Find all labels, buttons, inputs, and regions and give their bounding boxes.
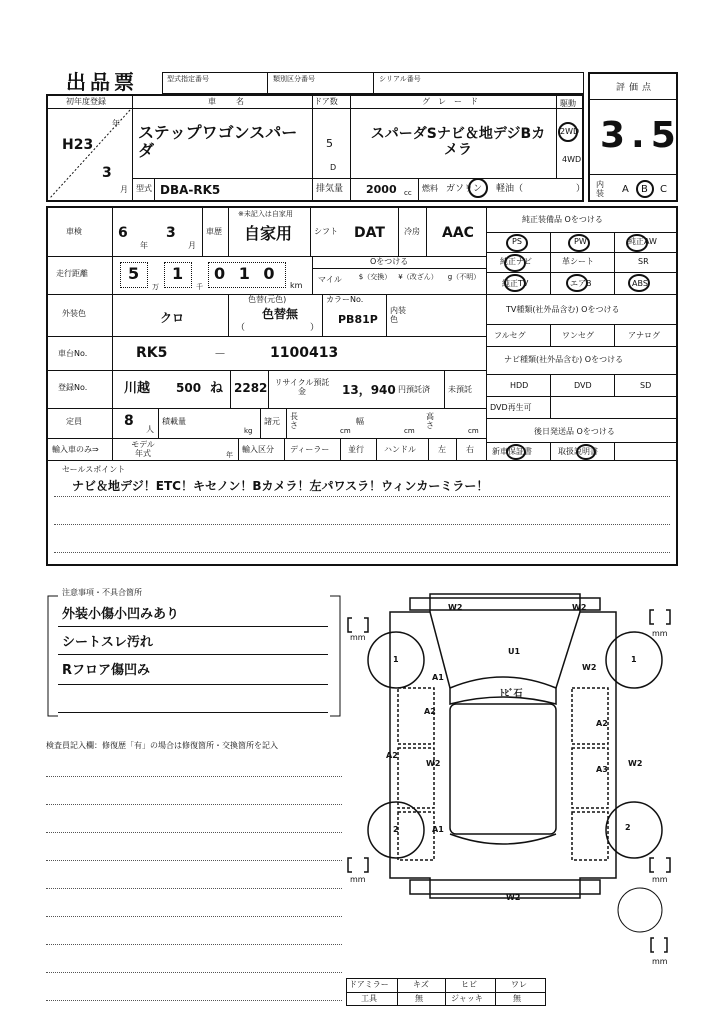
capacity-unit: 人 [146,425,154,434]
serial-label: シリアル番号 [379,75,421,83]
model-label: 型式 [136,184,152,193]
handle-label: ハンドル [384,445,416,454]
mileage-man: 5 [128,264,140,283]
dmg-label-5: A1 [432,673,444,682]
legend-break: ワレ [511,980,527,989]
cert-number-box [162,72,584,94]
dealer-option: ディーラー [290,445,330,454]
color-no-label: カラーNo. [326,295,364,304]
first-reg-label: 初年度登録 [66,97,106,106]
tire-rear-left: 2 [393,825,399,834]
dmg-label-2: W2 [572,603,587,612]
vehicle-info-box [46,94,584,202]
score-value: 3.5 [600,115,682,156]
ac-label: 冷房 [404,227,420,236]
inspector-label: 検査員記入欄：修復歴「有」の場合は修復箇所・交換箇所を記入 [46,741,278,750]
plate-class: 500 [176,381,202,395]
inspection-month: 3 [166,225,176,241]
interior-grade-label: 内装 [596,180,604,198]
navi-sd: SD [640,381,652,390]
model-year-label: モデル年式 [131,440,155,458]
navi-dvd: DVD [574,381,592,390]
dims-label: 諸元 [264,417,280,426]
inspection-year: 6 [118,225,128,241]
tv-type-label: TV種類(社外品含む) Oをつける [506,305,620,314]
year-unit: 年 [112,119,120,128]
inspection-month-unit: 月 [188,241,196,250]
interior-b-mark [636,180,654,198]
mm-front-left: mm [350,633,366,642]
dmg-label-7: A2 [424,707,436,716]
interior-color-label: 内装色 [390,306,406,324]
dmg-label-1: W2 [448,603,463,612]
grade-label: グレード [422,97,486,106]
recycle-label: リサイクル預託金 [274,378,330,396]
sales-point-text: ナビ＆地デジ！ETC！キセノン！Bカメラ！左パワスラ！ウィンカーミラー！ [72,479,489,493]
genuine-label: 純正装備品 Oをつける [522,215,603,224]
interior-a: A [622,184,629,195]
equip-abs: ABS [632,279,648,288]
repaint-label: 色替(元色) [248,295,287,304]
dvd-play-label: DVD再生可 [490,403,532,412]
equip-sr: SR [638,257,649,266]
score-label: 評価点 [616,83,656,93]
history-value: 自家用 [244,224,293,243]
fuel-close: ） [576,184,586,194]
caution-item-2: シートスレ汚れ [62,635,153,650]
plate-label: 登録No. [58,383,88,392]
parallel-option: 並行 [348,445,364,454]
length-cm: cm [340,427,351,435]
height-label: 高さ [426,412,434,430]
shift-value: DAT [354,225,385,241]
legend-jack: ジャッキ [451,994,483,1003]
score-box [588,72,682,202]
legend-scratch: キズ [413,980,429,989]
dmg-label-9: A2 [386,751,398,760]
equip-aw: 純正AW [628,237,657,246]
door-d: D [330,163,337,172]
swap-label: $（交換） [358,273,392,281]
mm-spare: mm [652,957,668,966]
caution-label: 注意事項・不具合箇所 [62,588,142,597]
caution-item-1: 外装小傷小凹みあり [62,607,180,622]
repaint-paren-open: （ [236,323,246,333]
dmg-label-13: A1 [432,825,444,834]
tire-rear-right: 2 [625,823,631,832]
door-count: 5 [326,137,333,150]
legend-jack-value: 無 [513,994,521,1003]
man-unit: 万 [152,283,159,291]
fuel-gasoline: ガソリン [446,184,483,194]
first-reg-month: 3 [102,165,112,181]
repaint-paren-close: ） [310,323,320,333]
fuel-gasoline-mark [468,178,488,198]
chassis-prefix: RK5 [136,345,168,361]
import-class-label: 輸入区分 [242,445,274,454]
color-no: PB81P [338,313,378,326]
tv-analog: アナログ [628,331,660,340]
unknown-label: g（不明） [447,273,481,281]
sales-point-label: セールスポイント [62,465,126,474]
displacement-label: 排気量 [316,184,344,194]
repaint-value: 色替無 [262,307,299,321]
interior-c: C [660,184,667,195]
caution-item-3: Rフロア傷凹み [62,663,151,678]
dmg-label-12: W2 [628,759,643,768]
chassis-label: 車台No. [58,349,88,358]
mm-rear-right: mm [652,875,668,884]
chassis-number: 1100413 [270,345,339,361]
mileage-sen: 1 [172,264,184,283]
dmg-label-10: W2 [426,759,441,768]
tamper-label: ¥（改ざん） [398,273,438,281]
drive-4wd: 4WD [562,155,582,164]
width-label: 幅 [356,417,364,426]
sen-unit: 千 [196,283,203,291]
dmg-label-11: A3 [596,765,608,774]
width-cm: cm [404,427,415,435]
month-unit: 月 [120,185,128,194]
first-reg-era: H23 [62,137,94,153]
drive-label: 駆動 [560,99,576,108]
mm-front-right: mm [652,629,668,638]
car-name: ステップワゴンスパーダ [138,123,298,160]
mileage-label: 走行距離 [56,269,88,278]
drive-2wd-mark [558,122,578,142]
model-year-unit: 年 [226,451,233,459]
form-title: 出品票 [66,70,138,94]
equip-leather: 革シート [562,257,594,266]
recycle-not: 未預託 [448,385,472,394]
handle-right: 右 [466,445,474,454]
tire-front-left: 1 [393,655,399,664]
grade-value: スパーダSナビ＆地デジBカメラ [370,126,546,158]
inspection-label: 車検 [66,227,82,236]
length-label: 長さ [290,412,298,430]
dmg-label-6: ﾄﾋﾞ石 [500,689,523,699]
capacity-value: 8 [124,413,134,429]
handle-left: 左 [438,445,446,454]
tv-fullseg: フルセグ [494,331,526,340]
type-cert-label: 型式指定番号 [167,75,209,83]
equip-navi: 純正ナビ [500,257,532,266]
displacement: 2000 [366,183,397,196]
color-label: 外装色 [62,309,86,318]
mileage-rest: 0 1 0 [214,264,279,283]
mile-label: マイル [318,275,342,284]
inspection-year-unit: 年 [140,241,148,250]
import-label: 輸入車のみ⇒ [52,445,99,454]
dmg-label-4: W2 [582,663,597,672]
load-label: 積載量 [162,417,186,426]
equip-airbag: エアB [570,279,592,288]
dmg-label-8: A2 [596,719,608,728]
spec-box [46,206,678,566]
model-code: DBA-RK5 [160,183,221,197]
recycle-amount: 13，940 [342,383,396,397]
height-cm: cm [468,427,479,435]
legend-tools-value: 無 [415,994,423,1003]
navi-type-label: ナビ種類(社外品含む) Oをつける [504,355,624,364]
fuel-label: 燃料 [422,184,438,193]
doors-label: ドア数 [314,97,338,106]
legend-mirror: ドアミラー [349,980,389,989]
legend-tools: 工具 [361,994,377,1003]
color-value: クロ [160,311,185,325]
later-label: 後日発送品 Oをつける [534,427,615,436]
dmg-label-14: W2 [506,893,521,902]
mm-rear-left: mm [350,875,366,884]
capacity-label: 定員 [66,417,82,426]
plate-region: 川越 [124,381,151,396]
cc-unit: cc [404,189,412,197]
later-manual: 取扱説明書 [558,447,598,456]
fuel-diesel: 軽油（ [496,184,524,194]
plate-number: 2282 [234,381,268,395]
chassis-dash: － [214,347,227,361]
recycle-unit: 円預託済 [398,385,430,394]
ac-value: AAC [442,225,474,241]
car-name-label: 車名 [208,97,264,106]
km-unit: km [290,281,303,290]
history-label: 車歴 [206,227,222,236]
damage-legend [346,978,546,1006]
history-note: ※未記入は自家用 [238,210,293,218]
dmg-label-3: U1 [508,647,521,656]
mark-label: Oをつける [370,257,409,266]
tv-oneseg: ワンセグ [562,331,594,340]
navi-hdd: HDD [510,381,529,390]
equip-tv: 純正TV [502,279,529,288]
tire-front-right: 1 [631,655,637,664]
equip-pw: PW [574,237,587,246]
interior-b: B [641,184,648,195]
equip-ps: PS [512,237,522,246]
plate-kana: ね [210,381,224,396]
spare-mm-bracket [650,936,670,956]
load-kg: kg [244,427,253,435]
legend-crack: ヒビ [461,980,477,989]
shift-label: シフト [314,227,338,236]
class-label: 類別区分番号 [273,75,315,83]
drive-2wd: 2WD [560,127,580,136]
later-warranty: 新車保証書 [492,447,532,456]
